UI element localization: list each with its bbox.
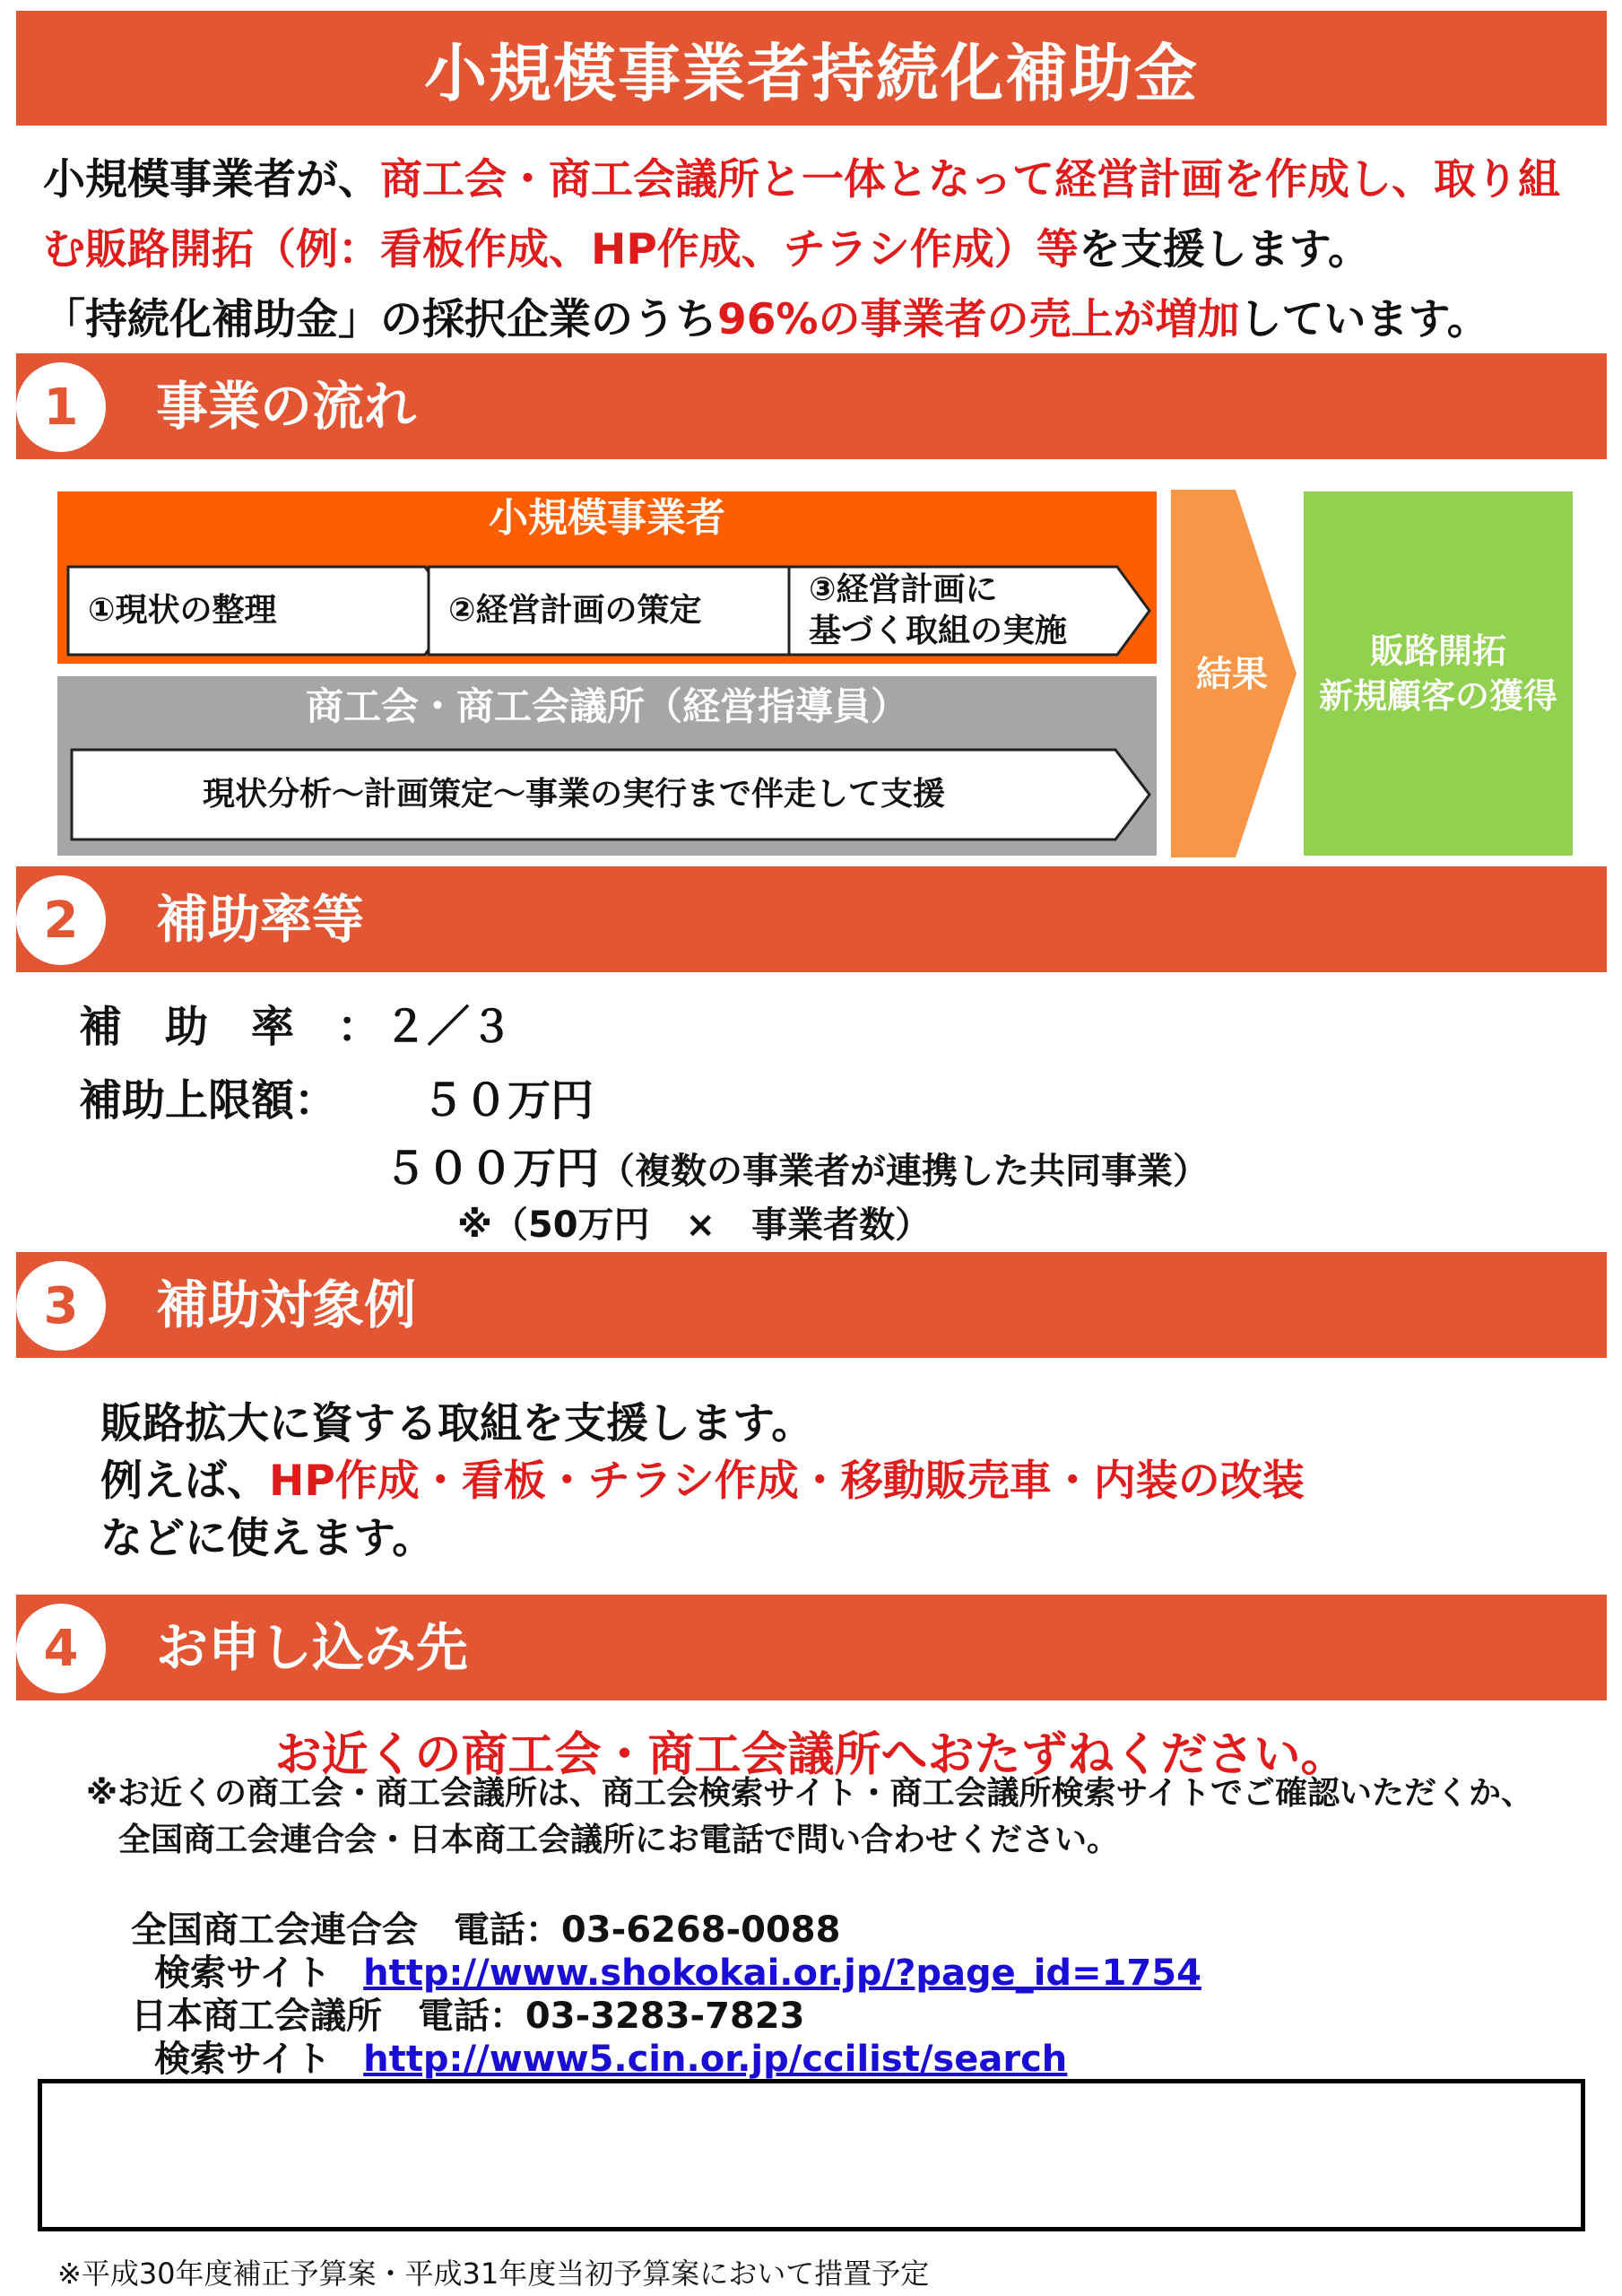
outcome-label [1304,491,1573,856]
page-title-text: 小規模事業者持続化補助金 [424,36,1199,110]
step-3 [789,567,1112,655]
rate-row [79,992,380,1054]
examples-line-2-emphasis: HP作成・看板・チラシ作成・移動販売車・内装の改装 [269,1457,1305,1506]
examples-line-2 [100,1453,1305,1510]
examples-line-2-text: 例えば、 [100,1457,269,1506]
rate-label: 補 助 率 ： [79,1002,381,1052]
step-3-label [789,567,1112,655]
intro-line-1-emphasis: 商工会・商工会議所と一体となって経営計画を作成し、取り組 [380,155,1560,204]
result-label: 結果 [1196,654,1268,695]
outcome-line-2: 新規顧客の獲得 [1318,676,1557,716]
apply-note-line-2: 全国商工会連合会・日本商工会議所にお電話で問い合わせください。 [118,1822,1120,1858]
intro-line-3-text: 「持続化補助金」の採択企業のうち [43,295,717,344]
link-shokokai[interactable]: http://www.shokokai.or.jp/?page_id=1754 [363,1952,1201,1994]
intro-line-3-emphasis: 96%の事業者の売上が増加 [717,295,1240,344]
outcome-line-1: 販路開拓 [1369,631,1506,671]
section-header-1 [16,353,1607,459]
step-3-line-1: ③経営計画に [809,571,998,608]
apply-note [86,1770,1533,1864]
apply-headline: お近くの商工会・商工会議所へおたずねください。 [274,1728,1348,1782]
section-title: 補助対象例 [156,1274,417,1335]
examples-line-1: 販路拡大に資する取組を支援します。 [100,1399,814,1448]
limit-label: 補助上限額： [79,1075,338,1126]
section-number-badge: 1 [16,362,106,452]
chamber-label: 商工会・商工会議所（経営指導員） [305,684,908,728]
search-label: 検索サイト [154,2039,332,2080]
intro-line-3-tail: しています。 [1239,295,1489,344]
step-1-label: ①現状の整理 [88,592,277,629]
rate-value: ２／３ [384,1002,514,1052]
section-header-2 [16,866,1607,972]
phone-zenkoku: 電話：03-6268-0088 [453,1909,841,1951]
step-2 [429,567,751,655]
joint-value: ５００万円 [384,1144,600,1194]
section-number-badge: 2 [16,875,106,965]
section-title: 事業の流れ [156,376,417,437]
examples-line-3: などに使えます。 [100,1514,435,1563]
search-label: 検索サイト [154,1952,332,1994]
joint-row [384,1134,1209,1196]
joint-formula: ※（50万円 × 事業者数） [457,1205,932,1246]
section-number-badge: 3 [16,1261,106,1351]
section-title: お申し込み先 [156,1617,469,1678]
section-header-4 [16,1595,1607,1700]
intro-line-2-emphasis: む販路開拓（例：看板作成、HP作成、チラシ作成）等 [43,225,1079,274]
intro-line-2-text: を支援します。 [1078,225,1371,274]
link-cin[interactable]: http://www5.cin.or.jp/ccilist/search [363,2039,1068,2080]
intro-paragraph [43,145,1603,355]
footer-note: ※平成30年度補正予算案・平成31年度当初予算案において措置予定 [57,2257,930,2291]
intro-line-1-text: 小規模事業者が、 [43,155,380,204]
intro-line-2 [43,215,1603,285]
joint-note: （複数の事業者が連携した共同事業） [599,1151,1210,1192]
org-nissho: 日本商工会議所 [131,1996,382,2037]
step-1 [68,567,391,655]
section-number-badge: 4 [16,1604,106,1693]
apply-note-line-1: ※お近くの商工会・商工会議所は、商工会検索サイト・商工会議所検索サイトでご確認いただくか、 [86,1775,1533,1812]
support-text: 現状分析～計画策定～事業の実行まで伴走して支援 [202,776,945,813]
phone-nissho: 電話：03-3283-7823 [417,1996,805,2037]
outcome-text [1319,629,1557,718]
org-zenkoku: 全国商工会連合会 [131,1909,418,1951]
limit-value: ５０万円 [421,1075,594,1126]
step-3-line-2: 基づく取組の実施 [809,613,1068,649]
section-title: 補助率等 [156,889,365,950]
page-title [16,11,1607,126]
examples-paragraph [100,1396,1305,1568]
intro-line-3 [43,285,1603,355]
support-text-box [72,750,1076,839]
business-label: 小規模事業者 [489,495,725,541]
section-header-3 [16,1252,1607,1358]
blank-contact-box [38,2079,1585,2231]
search-nissho [154,2031,1067,2082]
intro-line-1 [43,145,1603,215]
step-2-label: ②経営計画の策定 [448,592,702,629]
